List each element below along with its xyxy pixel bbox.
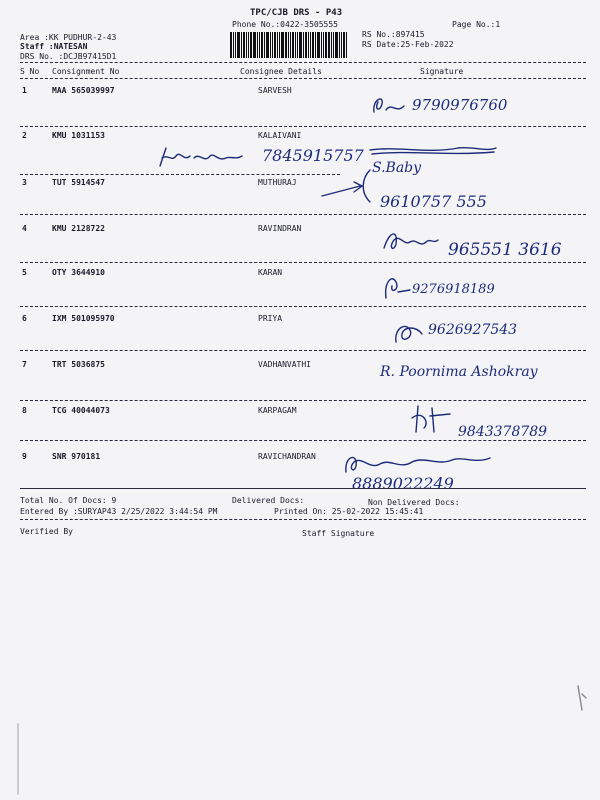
- rs-date: RS Date:25-Feb-2022: [362, 40, 454, 49]
- signature-phone: 965551 3616: [448, 240, 562, 260]
- row-number: 1: [22, 86, 27, 95]
- staff-label: Staff :NATESAN: [20, 42, 88, 51]
- consignee-name: MUTHURAJ: [258, 178, 297, 187]
- signature-phone: 9276918189: [412, 282, 495, 297]
- area-label: Area :KK PUDHUR-2-43: [20, 33, 117, 42]
- barcode-bar: [292, 32, 294, 58]
- barcode-bar: [243, 32, 245, 58]
- barcode-bar: [235, 32, 236, 58]
- signature-mark: [370, 92, 410, 118]
- signature-mark: [380, 226, 440, 256]
- barcode-bar: [230, 32, 232, 58]
- consignee-name: VADHANVATHI: [258, 360, 311, 369]
- divider: [20, 214, 586, 215]
- barcode-bar: [272, 32, 273, 58]
- arrow-mark: [320, 166, 376, 210]
- barcode-bar: [321, 32, 322, 58]
- row-number: 5: [22, 268, 27, 277]
- non-delivered-docs: Non Delivered Docs:: [368, 498, 460, 507]
- signature-phone: 8889022249: [352, 474, 454, 493]
- barcode-image: [230, 32, 352, 58]
- consignment-number: TRT 5036875: [52, 360, 105, 369]
- row-number: 7: [22, 360, 27, 369]
- consignment-number: TCG 40044073: [52, 406, 110, 415]
- signature-name: R. Poornima Ashokray: [380, 364, 538, 380]
- rs-number: RS No.:897415: [362, 30, 425, 39]
- drs-number: DRS No. :DCJB97415D1: [20, 52, 117, 61]
- signature-mark: [380, 272, 414, 302]
- page-number: Page No.:1: [452, 20, 501, 29]
- barcode-bar: [303, 32, 304, 58]
- row-number: 9: [22, 452, 27, 461]
- column-header-signature: Signature: [420, 67, 464, 76]
- barcode-bar: [266, 32, 269, 58]
- phone-number: Phone No.:0422-3505555: [232, 20, 338, 29]
- document-title: TPC/CJB DRS - P43: [250, 8, 343, 18]
- barcode-bar: [331, 32, 332, 58]
- barcode-bar: [233, 32, 234, 58]
- row-number: 3: [22, 178, 27, 187]
- column-header-consignment: Consignment No: [52, 67, 120, 76]
- row-number: 6: [22, 314, 27, 323]
- barcode-bar: [259, 32, 260, 58]
- consignment-number: OTY 3644910: [52, 268, 105, 277]
- barcode-bar: [248, 32, 249, 58]
- consignee-name: KARPAGAM: [258, 406, 297, 415]
- divider: [20, 126, 586, 127]
- verified-by: Verified By: [20, 527, 73, 536]
- divider: [20, 262, 586, 263]
- barcode-bar: [317, 32, 320, 58]
- divider: [20, 519, 586, 520]
- consignment-number: TUT 5914547: [52, 178, 105, 187]
- signature-mark: [392, 320, 426, 348]
- barcode-bar: [333, 32, 334, 58]
- consignee-name: KALAIVANI: [258, 131, 302, 140]
- barcode-bar: [310, 32, 311, 58]
- consignment-number: MAA 565039997: [52, 86, 115, 95]
- barcode-bar: [237, 32, 240, 58]
- signature-mark: [156, 144, 246, 170]
- barcode-bar: [279, 32, 280, 58]
- barcode-bar: [241, 32, 242, 58]
- barcode-bar: [339, 32, 340, 58]
- barcode-bar: [323, 32, 324, 58]
- row-number: 2: [22, 131, 27, 140]
- barcode-bar: [325, 32, 327, 58]
- barcode-bar: [312, 32, 314, 58]
- consignee-name: SARVESH: [258, 86, 292, 95]
- signature-mark: [410, 402, 456, 438]
- row-number: 8: [22, 406, 27, 415]
- signature-phone: 9626927543: [428, 322, 518, 338]
- consignment-number: KMU 1031153: [52, 131, 105, 140]
- printed-on: Printed On: 25-02-2022 15:45:41: [274, 507, 424, 516]
- barcode-bar: [253, 32, 256, 58]
- barcode-bar: [274, 32, 276, 58]
- barcode-bar: [281, 32, 284, 58]
- barcode-bar: [288, 32, 289, 58]
- barcode-bar: [315, 32, 316, 58]
- consignment-number: IXM 501095970: [52, 314, 115, 323]
- delivered-docs: Delivered Docs:: [232, 496, 305, 505]
- column-header-consignee: Consignee Details: [240, 67, 322, 76]
- signature-phone: 7845915757: [262, 146, 364, 165]
- total-docs: Total No. Of Docs: 9: [20, 496, 117, 505]
- barcode-bar: [257, 32, 258, 58]
- barcode-bar: [341, 32, 342, 58]
- barcode-bar: [246, 32, 247, 58]
- signature-name: S.Baby: [372, 160, 422, 176]
- row-number: 4: [22, 224, 27, 233]
- divider: [20, 440, 586, 441]
- staff-signature-label: Staff Signature: [302, 529, 375, 538]
- scan-edge-mark: [16, 724, 20, 794]
- signature-phone: 9843378789: [458, 424, 548, 440]
- barcode-bar: [305, 32, 307, 58]
- barcode-bar: [335, 32, 338, 58]
- divider: [20, 488, 586, 489]
- consignee-name: RAVINDRAN: [258, 224, 302, 233]
- signature-phone: 9610757 555: [380, 192, 487, 211]
- barcode-bar: [250, 32, 252, 58]
- barcode-bar: [299, 32, 302, 58]
- barcode-bar: [290, 32, 291, 58]
- consignment-number: KMU 2128722: [52, 224, 105, 233]
- divider: [20, 62, 586, 63]
- barcode-bar: [295, 32, 296, 58]
- barcode-bar: [264, 32, 265, 58]
- entered-by: Entered By :SURYAP43 2/25/2022 3:44:54 PM: [20, 507, 218, 516]
- divider: [20, 400, 586, 401]
- barcode-bar: [285, 32, 287, 58]
- barcode-bar: [328, 32, 330, 58]
- consignment-number: SNR 970181: [52, 452, 101, 461]
- consignee-name: RAVICHANDRAN: [258, 452, 316, 461]
- barcode-bar: [308, 32, 309, 58]
- divider: [20, 174, 340, 175]
- strikethrough-mark: [368, 140, 498, 160]
- scan-mark: [574, 684, 588, 714]
- signature-phone: 9790976760: [412, 96, 508, 114]
- barcode-bar: [261, 32, 263, 58]
- barcode-bar: [297, 32, 298, 58]
- barcode-bar: [346, 32, 347, 58]
- barcode-bar: [270, 32, 271, 58]
- barcode-bar: [343, 32, 345, 58]
- column-header-sno: S No: [20, 67, 40, 76]
- barcode-bar: [277, 32, 278, 58]
- consignee-name: KARAN: [258, 268, 283, 277]
- divider: [20, 350, 586, 351]
- divider: [20, 78, 586, 79]
- divider: [20, 306, 586, 307]
- consignee-name: PRIYA: [258, 314, 283, 323]
